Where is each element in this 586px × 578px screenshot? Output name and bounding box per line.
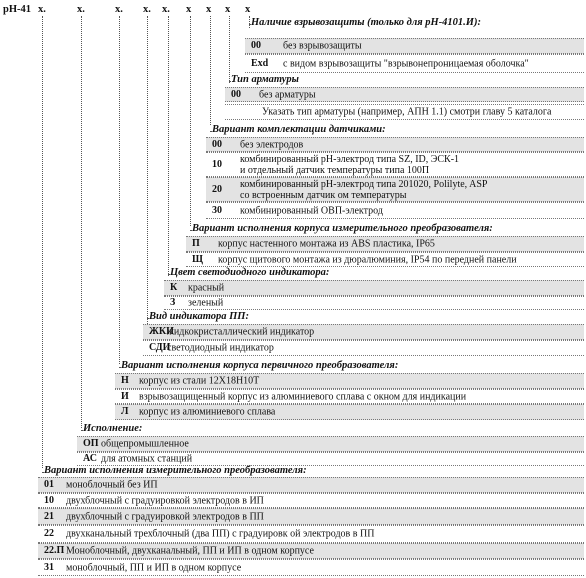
option-code: 10 xyxy=(44,494,54,506)
option-description: двухблочный с градуировкой электродов в ПП xyxy=(66,511,264,522)
option-description: моноблочный, ПП и ИП в одном корпусе xyxy=(66,562,242,573)
option-code: 00 xyxy=(212,138,222,150)
option-description: без арматуры xyxy=(259,89,316,100)
option-description: комбинированный ОВП-электрод xyxy=(240,205,383,216)
option-description: Указать тип арматуры (например, АПН 1.1) смотри главу 5 каталога xyxy=(262,106,552,118)
connector-line xyxy=(147,16,148,330)
option-code: Щ xyxy=(192,253,203,265)
option-description-line2: со встроенным датчик ом температуры xyxy=(240,190,407,201)
option-code: 31 xyxy=(44,561,54,573)
option-code: Exd xyxy=(251,57,269,69)
option-code: 30 xyxy=(212,204,222,216)
section-header-execution: Исполнение: xyxy=(83,423,143,434)
option-code: ОП xyxy=(83,438,99,449)
option-row xyxy=(245,38,584,54)
option-row xyxy=(115,389,584,404)
option-code: 10 xyxy=(212,158,222,170)
option-row xyxy=(186,252,584,267)
option-description: корпус настенного монтажа из ABS пластика, IP65 xyxy=(218,238,435,250)
connector-line xyxy=(190,16,191,226)
option-row xyxy=(115,404,584,420)
option-description-line2: и отдельный датчик температуры типа 100П xyxy=(240,165,430,176)
option-row xyxy=(225,87,584,102)
option-description: красный xyxy=(188,282,225,294)
section-header-sensors: Вариант комплектации датчиками: xyxy=(212,124,386,135)
option-row xyxy=(164,296,584,310)
connector-line xyxy=(249,16,250,28)
option-description: корпус щитового монтажа из дюралюминия, IP54 по передней панели xyxy=(218,254,517,265)
model-code-slot: x xyxy=(245,4,251,15)
option-description: двухканальный трехблочный (два ПП) с градуировк ой электродов в ПП xyxy=(66,528,375,540)
option-row xyxy=(206,202,584,219)
option-code: П xyxy=(192,238,200,249)
option-row xyxy=(225,104,584,120)
option-description: взрывозащищенный корпус из алюминиевого сплава с окном для индикации xyxy=(139,391,467,402)
model-code-slot: x xyxy=(186,4,192,15)
option-row xyxy=(38,508,584,525)
option-row xyxy=(143,324,584,340)
option-row xyxy=(206,137,584,152)
option-description: общепромышленное xyxy=(101,438,189,450)
option-code: 21 xyxy=(44,510,54,522)
option-row xyxy=(38,559,584,576)
option-row xyxy=(164,280,584,296)
section-header-transmitter_variant: Вариант исполнения измерительного преобразователя: xyxy=(44,465,307,476)
option-row xyxy=(115,373,584,389)
option-code: 22.П xyxy=(44,545,65,556)
option-code: З xyxy=(170,297,176,308)
option-code: Н xyxy=(121,375,129,386)
section-header-explosion: Наличие взрывозащиты (только для pH-4101.И): xyxy=(251,17,481,28)
option-description: без электродов xyxy=(240,139,304,150)
option-description: Моноблочный, двухканальный, ПП и ИП в одном корпусе xyxy=(66,545,314,557)
option-row xyxy=(38,543,584,559)
connector-line xyxy=(210,16,211,125)
option-code: К xyxy=(170,282,178,293)
model-code-slot: x. xyxy=(162,4,170,15)
section-header-led_color: Цвет светодиодного индикатора: xyxy=(170,267,330,278)
section-header-indicator: Вид индикатора ПП: xyxy=(149,311,249,322)
model-code-slot: x. xyxy=(77,4,85,15)
model-code-slot: x. xyxy=(115,4,123,15)
model-code-slot: x xyxy=(206,4,212,15)
option-description: двухблочный с градуировкой электродов в ИП xyxy=(66,495,264,506)
option-row xyxy=(77,436,584,452)
model-code-prefix: pH-41 xyxy=(3,4,32,15)
connector-line xyxy=(42,16,43,468)
option-row xyxy=(38,525,584,543)
option-code: 00 xyxy=(251,40,261,51)
option-description: жидкокристаллический индикатор xyxy=(167,326,315,338)
option-description: без взрывозащиты xyxy=(283,40,362,52)
option-description: моноблочный без ИП xyxy=(66,479,158,491)
connector-line xyxy=(168,16,169,276)
connector-line xyxy=(119,16,120,364)
section-header-fittings: Тип арматуры xyxy=(231,74,299,85)
option-code: Л xyxy=(121,406,129,417)
model-code-slot: x. xyxy=(38,4,46,15)
section-header-transmitter_housing: Вариант исполнения корпуса измерительного преобразователя: xyxy=(192,223,493,234)
connector-line xyxy=(229,16,230,83)
option-code: 01 xyxy=(44,479,54,490)
option-description: корпус из стали 12Х18Н10Т xyxy=(139,375,260,387)
option-code: ЖКИ xyxy=(149,326,174,337)
option-code: АС xyxy=(83,453,97,464)
option-row xyxy=(206,177,584,202)
option-description: для атомных станций xyxy=(101,453,193,465)
section-header-primary_housing: Вариант исполнения корпуса первичного преобразователя: xyxy=(121,360,399,371)
model-code-slot: x xyxy=(225,4,231,15)
option-description: зеленый xyxy=(188,297,224,309)
option-code: 00 xyxy=(231,88,241,100)
option-row xyxy=(206,152,584,177)
option-row xyxy=(143,340,584,356)
model-code-slot: x. xyxy=(143,4,151,15)
option-description: корпус из алюминиевого сплава xyxy=(139,406,276,418)
option-description: с видом взрывозащиты "взрывонепроницаемая оболочка" xyxy=(283,58,529,69)
option-code: СДИ xyxy=(149,342,171,353)
option-code: 20 xyxy=(212,183,222,195)
connector-line xyxy=(81,16,82,428)
option-row xyxy=(38,493,584,508)
option-code: 22 xyxy=(44,528,54,539)
option-description: комбинированный pH-электрод типа 201020, Polilyte, ASP xyxy=(240,179,488,190)
option-row xyxy=(38,477,584,493)
option-row xyxy=(186,236,584,252)
option-row xyxy=(245,54,584,73)
option-description: комбинированный pH-электрод типа SZ, ID, ЭСК-1 xyxy=(240,154,460,165)
option-description: светодиодный индикатор xyxy=(167,342,274,354)
option-code: И xyxy=(121,390,129,402)
